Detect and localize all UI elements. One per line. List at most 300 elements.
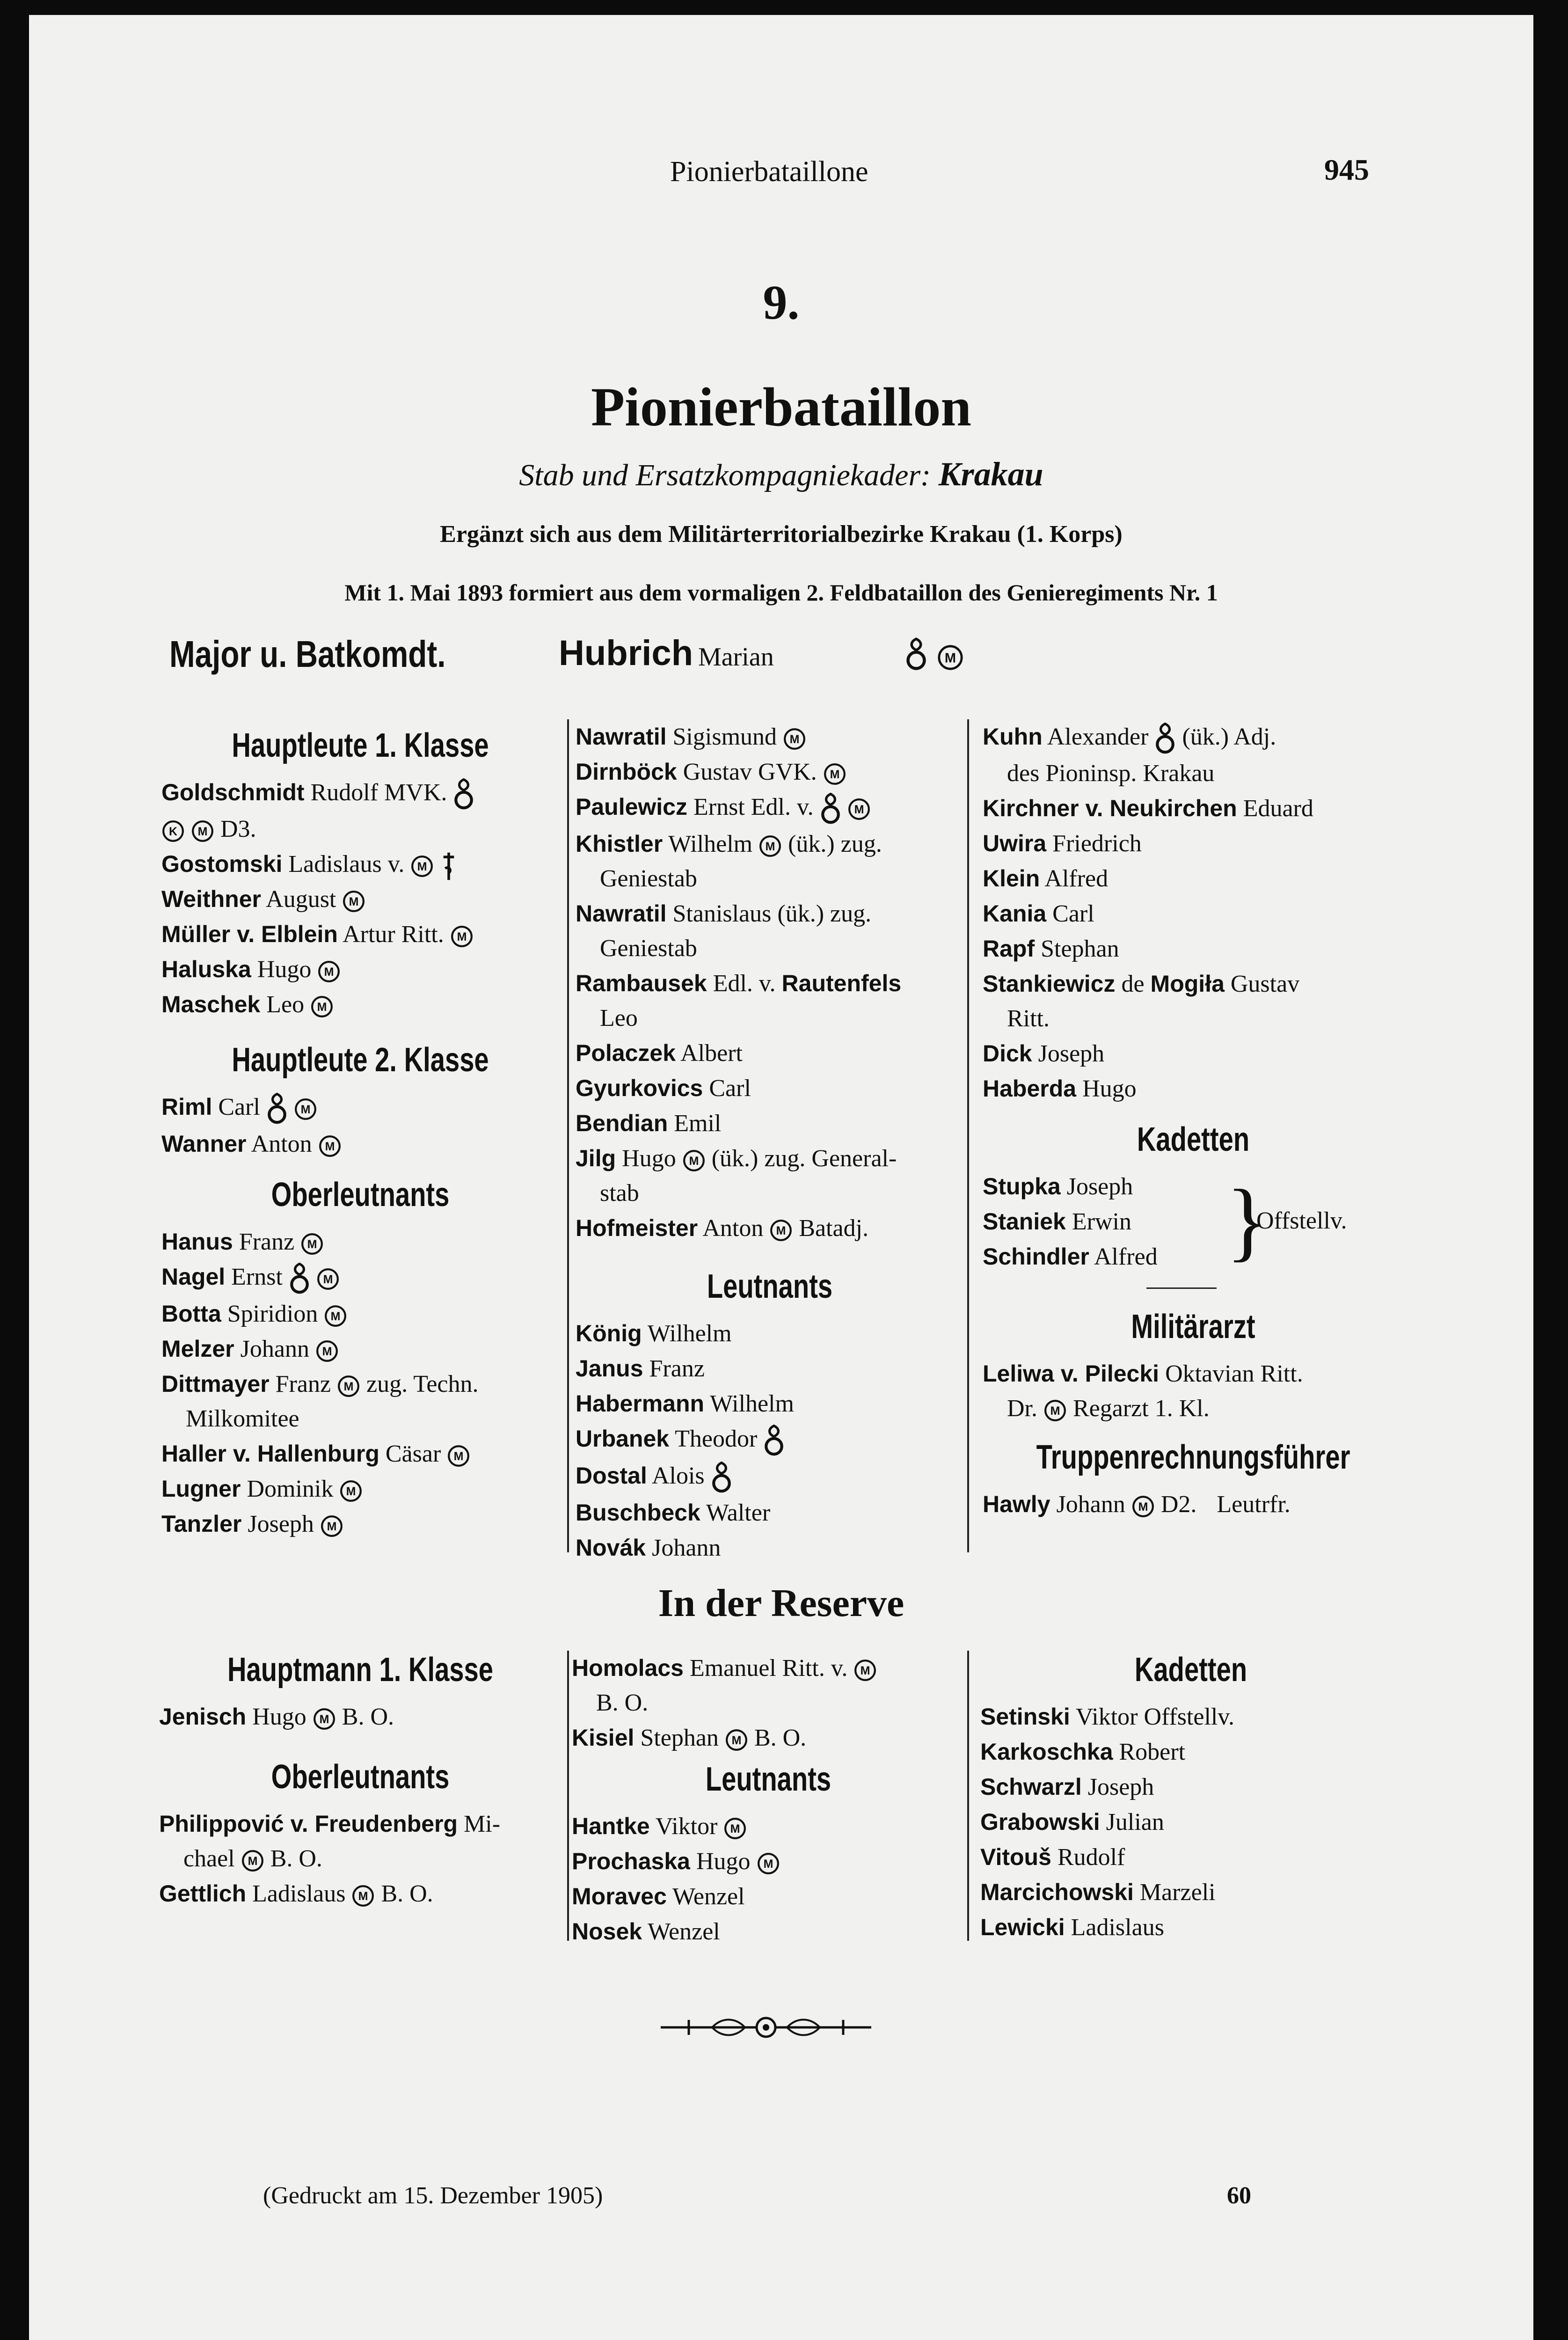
roster-entry-cont: Geniestab [600,935,697,962]
battalion-number: 9. [763,276,800,329]
given-name: Ladislaus [1071,1914,1164,1941]
surname: Haluska [161,956,251,983]
ribbon-icon [266,1092,288,1126]
assignment-text: Batadj. [799,1215,869,1242]
given-name: Albert [680,1040,743,1067]
given-name: Eduard [1243,795,1313,822]
roster-entry [576,1211,964,1246]
given-name: Mi- [464,1811,501,1837]
roster-entry [161,952,559,987]
given-name: Edl. v. [713,970,776,997]
surname: Kirchner v. Neukirchen [983,795,1237,822]
roster-entry [161,1090,559,1126]
surname: Haller v. Hallenburg [161,1441,379,1467]
surname: Setinski [980,1704,1070,1730]
surname: Janus [576,1355,643,1382]
surname: Maschek [161,991,261,1018]
section-heading: Oberleutnants [271,1758,450,1796]
surname: Dittmayer [161,1371,270,1397]
ribbon-icon [711,1461,732,1495]
given-name: Friedrich [1052,830,1142,857]
reserve-column-1 [159,1651,562,1911]
roster-entry-cont: Ritt. [1007,1005,1050,1032]
given-name: Gustav [1230,971,1300,998]
medal-m-icon [450,925,474,948]
medal-m-icon [294,1097,317,1121]
surname: Hofmeister [576,1215,698,1242]
given-name: Cäsar [385,1441,441,1468]
status-text: B. O. [342,1704,394,1730]
given-name: Gustav GVK. [683,759,817,785]
surname: Habermann [576,1390,705,1417]
medal-m-icon [757,1852,780,1875]
roster-entry [161,917,559,952]
given-name: Johann [652,1535,721,1562]
given-name: Theodor [675,1426,758,1453]
medal-m-icon [682,1149,706,1172]
surname: Lugner [161,1476,241,1502]
decoration-text: D2. [1160,1491,1197,1518]
ribbon-icon [289,1262,310,1296]
roster-entry [983,1356,1404,1391]
surname: Hawly [983,1491,1050,1518]
roster-entry [161,847,559,882]
given-name: Artur Ritt. [343,921,444,948]
given-name: Joseph [1087,1774,1154,1800]
surname: Jenisch [159,1704,247,1730]
medal-m-icon [316,1267,340,1291]
roster-entry [161,1506,559,1542]
surname: Leliwa v. Pilecki [983,1360,1160,1387]
roster-entry [161,882,559,917]
roster-entry [161,1331,559,1367]
medal-m-icon [723,1817,747,1840]
surname: Jilg [576,1145,616,1172]
roster-entry [983,861,1404,896]
roster-entry-cont [983,1391,1404,1426]
given-name: Robert [1119,1739,1186,1765]
roster-entry [983,1071,1404,1106]
given-name: chael [183,1845,235,1872]
roster-entry [159,1876,562,1911]
surname: Melzer [161,1336,234,1362]
given-name: Johann [1056,1491,1125,1518]
given-name: Alfred [1094,1243,1158,1271]
given-name: Anton [251,1131,312,1158]
given-name: Ernst Edl. v. [693,794,814,820]
roster-entry [576,1386,964,1421]
given-name: de [1121,971,1145,998]
roster-entry [161,1471,559,1506]
given-name: Hugo [696,1848,751,1875]
medal-m-icon [937,644,964,671]
medal-m-icon [853,1659,877,1682]
surname: Gostomski [161,851,283,878]
rank-text: Regarzt 1. Kl. [1073,1395,1210,1422]
roster-entry [980,1875,1401,1910]
given-name: Hugo [257,956,312,983]
surname: Staniek [983,1208,1066,1235]
roster-entry [576,1316,964,1351]
surname: Nawratil [576,900,667,927]
surname: Bendian [576,1110,668,1137]
surname: Karkoschka [980,1739,1113,1765]
cadet-group [983,1169,1404,1274]
medal-m-icon [310,995,334,1018]
roster-entry [159,1699,562,1734]
group-note: Offstellv. [1256,1207,1347,1235]
roster-entry [572,1720,965,1755]
section-heading: Leutnants [705,1761,831,1798]
roster-entry [983,791,1404,826]
surname: Hanus [161,1228,233,1255]
page-number: 945 [1324,153,1369,186]
roster-entry [980,1805,1401,1840]
given-name: Alois [651,1462,705,1490]
brace-icon: } [1226,1172,1269,1271]
given-name: August [266,886,336,913]
ribbon-icon [763,1424,785,1458]
section-heading: Militärarzt [1131,1308,1255,1346]
roster-entry-cont: Milkomitee [186,1405,299,1433]
given-name: Wenzel [648,1918,720,1945]
given-name: Franz [649,1355,705,1382]
assignment-text: zug. Techn. [366,1371,479,1398]
medal-m-icon [1043,1399,1067,1422]
medal-m-icon [725,1728,748,1752]
surname-suffix: Mogiła [1150,971,1225,997]
signature-mark: 60 [1227,2182,1251,2209]
surname: Haberda [983,1075,1077,1102]
cross-k-icon [161,819,185,843]
given-name: Hugo [1082,1075,1137,1103]
surname: Buschbeck [576,1499,700,1526]
reserve-column-2 [572,1651,965,1949]
surname: Dostal [576,1462,647,1489]
roster-entry [576,1141,964,1176]
surname: Rambausek [576,970,707,997]
given-name: Alfred [1044,865,1109,892]
medal-m-icon [300,1232,324,1256]
medal-m-icon [241,1849,264,1872]
ribbon-icon [820,792,841,826]
active-column-1 [161,726,559,1542]
roster-entry [576,1495,964,1530]
given-name: Rudolf [1057,1844,1125,1871]
given-name: Carl [218,1094,260,1121]
surname: Vitouš [980,1844,1051,1870]
roster-entry [983,1487,1404,1522]
surname: König [576,1320,642,1347]
given-name: Joseph [1066,1173,1133,1200]
roster-entry-cont [161,812,559,847]
roster-entry-cont: Leo [600,1005,638,1032]
surname: Dirnböck [576,759,677,785]
surname: Moravec [572,1883,667,1909]
section-heading: Oberleutnants [271,1176,450,1214]
given-name: Emil [674,1110,722,1137]
medal-m-icon [339,1479,363,1503]
roster-entry-cont [159,1842,562,1876]
given-name: Rudolf MVK. [310,779,447,806]
surname: Riml [161,1094,212,1120]
section-heading: Hauptmann 1. Klasse [227,1651,494,1689]
surname: Nagel [161,1264,226,1290]
given-name: Dominik [247,1476,334,1503]
roster-entry [576,1106,964,1141]
given-name: Sigismund [672,724,777,750]
roster-entry [576,719,964,754]
commander-given: Marian [698,643,774,672]
roster-entry [983,719,1404,756]
roster-entry [576,966,964,1001]
title-text: Dr. [1007,1395,1037,1422]
formation-line: Mit 1. Mai 1893 formiert aus dem vormaligen 2. Feldbataillon des Genieregiments Nr. 1 [344,579,1218,606]
page-title: Pionierbataillon [591,376,971,438]
given-name: Leo [266,991,305,1018]
page-paper [29,15,1533,2340]
roster-entry [572,1914,965,1949]
given-name: Walter [706,1499,771,1527]
reserve-column-3 [980,1651,1401,1945]
surname: Stankiewicz [983,971,1116,997]
ribbon-icon [453,777,474,812]
given-name: Erwin [1072,1208,1131,1236]
given-name: Joseph [1038,1040,1105,1068]
medal-m-icon [337,1375,360,1398]
surname: Kisiel [572,1725,634,1751]
roster-entry [572,1809,965,1844]
given-name: Hugo [252,1704,306,1730]
given-name: Julian [1106,1809,1164,1835]
surname: Botta [161,1301,221,1327]
roster-entry [572,1879,965,1914]
given-name: Viktor [655,1813,718,1840]
roster-entry [983,826,1404,861]
given-name: Carl [709,1075,751,1102]
medal-m-icon [758,834,782,858]
roster-entry [576,790,964,826]
surname: Wanner [161,1131,247,1157]
status-text: B. O. [381,1880,433,1907]
roster-entry [576,1071,964,1106]
surname: Müller v. Elblein [161,921,338,948]
subtitle [29,455,1533,494]
roster-entry [983,966,1404,1002]
medal-m-icon [313,1707,336,1731]
roster-entry [572,1651,965,1686]
medal-m-icon [191,819,214,843]
given-name: Hugo [622,1145,676,1172]
surname: Kania [983,900,1047,927]
roster-entry-cont: B. O. [596,1689,649,1716]
given-name: Emanuel Ritt. v. [689,1655,848,1682]
roster-entry-cont: Geniestab [600,865,697,892]
surname: Gettlich [159,1880,247,1907]
surname: Marcichowski [980,1879,1134,1905]
given-name: Stanislaus (ük.) zug. [672,900,872,928]
given-name: Ladislaus v. [288,851,405,878]
surname: Rapf [983,936,1035,962]
surname: Lewicki [980,1914,1065,1940]
given-name: Marzeli [1139,1879,1216,1906]
assignment-text: (ük.) zug. General- [711,1145,897,1172]
roster-entry [576,1421,964,1458]
roster-entry [576,1351,964,1386]
surname: Gyurkovics [576,1075,703,1102]
surname: Klein [983,865,1040,892]
running-title: Pionierbataillone [670,156,868,188]
given-name: Anton [702,1215,764,1242]
surname: Dick [983,1040,1032,1067]
given-name: Wilhelm [668,831,753,858]
given-name: Wilhelm [710,1390,795,1418]
column-divider [567,1651,569,1941]
roster-entry [983,931,1404,966]
given-name: Viktor Offstellv. [1075,1704,1234,1730]
ribbon-icon [905,636,927,673]
roster-entry [161,1296,559,1331]
recruitment-line: Ergänzt sich aus dem Militärterritorialbezirke Krakau (1. Korps) [440,521,1123,548]
surname: Nawratil [576,724,667,750]
given-name: Johann [240,1336,309,1363]
medal-m-icon [320,1514,343,1538]
given-name: Stephan [1041,936,1119,963]
roster-entry [161,1367,559,1402]
rank-text: Leutrfr. [1217,1491,1291,1518]
given-name: Stephan [640,1725,719,1751]
given-name: Wilhelm [647,1320,732,1347]
given-name: Wenzel [672,1883,745,1910]
medal-m-icon [351,1884,375,1908]
given-name: Ernst [231,1264,283,1291]
surname: Polaczek [576,1040,676,1067]
assignment-text: (ük.) Adj. [1182,724,1276,750]
medal-m-icon [1131,1495,1155,1518]
roster-entry [576,1036,964,1071]
assignment-text: (ük.) zug. [788,831,882,858]
medal-m-icon [847,797,871,821]
section-heading: Kadetten [1134,1651,1247,1689]
medal-m-icon [410,855,434,878]
roster-entry [983,1036,1404,1071]
medal-m-icon [783,727,806,751]
section-heading: Truppenrechnungsführer [1036,1439,1350,1477]
section-heading: Leutnants [707,1268,833,1306]
surname: Uwira [983,830,1047,857]
print-date: (Gedruckt am 15. Dezember 1905) [263,2182,603,2209]
medal-m-icon [823,762,846,786]
given-name: Joseph [248,1511,314,1538]
surname: Paulewicz [576,794,687,820]
surname: Schindler [983,1243,1089,1270]
roster-entry [576,1458,964,1495]
surname: Philippović v. Freudenberg [159,1811,458,1837]
given-name: Alexander [1047,724,1149,750]
reserve-title: In der Reserve [658,1581,904,1625]
section-heading: Hauptleute 1. Klasse [232,727,489,764]
active-column-2 [576,719,964,1565]
commander-rank: Major u. Batkomdt. [169,633,446,675]
medal-m-icon [342,890,365,913]
surname: Tanzler [161,1511,242,1537]
roster-entry [161,1259,559,1296]
column-divider [967,719,969,1552]
roster-entry [161,1436,559,1471]
decoration-text: D3. [220,816,256,843]
surname: Kuhn [983,724,1043,750]
given-name: Franz [239,1228,295,1256]
medal-m-icon [315,1339,339,1363]
roster-entry [576,826,964,862]
medal-m-icon [317,960,341,983]
medal-m-icon [447,1444,470,1468]
status-text: B. O. [754,1725,807,1751]
given-name: Oktavian Ritt. [1165,1360,1303,1388]
active-column-3 [983,719,1404,1522]
surname: Hantke [572,1813,650,1839]
roster-entry [983,1239,1404,1274]
commander-surname: Hubrich [559,633,693,673]
rose-icon [440,851,458,882]
given-name: Ladislaus [252,1880,346,1907]
roster-entry [980,1734,1401,1770]
surname: Homolacs [572,1655,684,1681]
subtitle-location: Krakau [938,455,1043,493]
roster-entry [572,1844,965,1879]
given-name: Carl [1052,900,1094,928]
ribbon-icon [1154,722,1176,756]
surname: Novák [576,1535,646,1561]
roster-entry [576,1530,964,1565]
roster-entry [980,1840,1401,1875]
column-divider [567,719,569,1552]
surname: Urbanek [576,1426,670,1452]
roster-entry [161,1126,559,1162]
surname: Stupka [983,1173,1061,1200]
given-name: Franz [275,1371,331,1398]
surname: Prochaska [572,1848,690,1874]
surname: Weithner [161,886,261,913]
divider [1146,1287,1217,1289]
medal-m-icon [324,1304,347,1328]
roster-entry [161,1224,559,1259]
surname: Goldschmidt [161,779,305,805]
roster-entry-cont: stab [600,1180,639,1207]
roster-entry [159,1806,562,1842]
ornament-icon [661,2009,871,2046]
surname: Khistler [576,831,663,857]
surname-suffix: Rautenfels [781,970,902,997]
section-heading: Hauptleute 2. Klasse [232,1041,489,1079]
subtitle-text: Stab und Ersatzkompagniekader: [519,458,931,492]
column-divider [967,1651,969,1941]
roster-entry [983,896,1404,931]
roster-entry [576,896,964,931]
status-text: B. O. [270,1845,322,1872]
surname: Schwarzl [980,1774,1082,1800]
surname: Nosek [572,1918,642,1945]
roster-entry [161,775,559,812]
roster-entry [576,754,964,790]
medal-m-icon [769,1219,793,1242]
roster-entry [983,1169,1404,1204]
roster-entry [980,1770,1401,1805]
roster-entry [161,987,559,1022]
commander-line [169,633,774,676]
roster-entry [980,1910,1401,1945]
roster-entry [980,1699,1401,1734]
